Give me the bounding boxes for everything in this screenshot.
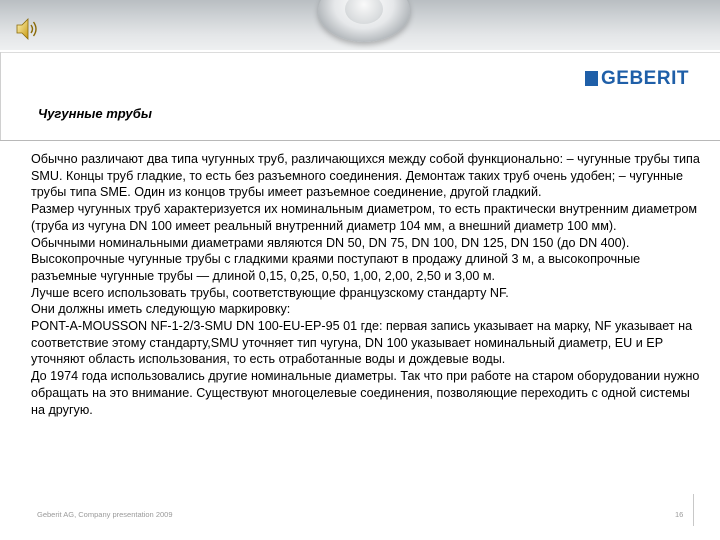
geberit-logo — [585, 69, 689, 88]
slide-title: Чугунные трубы — [38, 106, 152, 121]
frame-top-line — [0, 52, 720, 53]
logo-square-icon — [585, 71, 598, 86]
header-banner — [0, 0, 720, 50]
body-paragraph: До 1974 года использовались другие номинальные диаметры. Так что при работе на старом оборудовании нужно обращать на это внимание. Существуют многоцелевые соединения, позволяющие переходить с одной системы на другую. — [31, 369, 700, 417]
body-paragraph: Обычными номинальными диаметрами являются DN 50, DN 75, DN 100, DN 125, DN 150 (до DN 400). — [31, 235, 630, 250]
title-divider — [0, 140, 720, 141]
frame-left-line — [0, 52, 1, 140]
speaker-icon[interactable] — [14, 16, 42, 42]
footer-company: Geberit AG, Company presentation 2009 — [37, 510, 173, 519]
footer-divider — [693, 494, 694, 526]
slide-body — [31, 151, 703, 418]
body-paragraph: PONT-A-MOUSSON NF-1-2/3-SMU DN 100-EU-EP-95 01 где: первая запись указывает на марку, NF указывает на соответствие этому стандарту,SMU уточняет тип чугуна, DN 100 указывает номинальный диаметр, EU и EP уточняют область использования, то есть отработанные воды и дождевые воды. — [31, 319, 693, 367]
body-paragraph: Высокопрочные чугунные трубы с гладкими краями поступают в продажу длиной 3 м, а высокопрочные разъемные чугунные трубы — длиной 0,15, 0,25, 0,50, 1,00, 2,00, 2,50 и 3,00 м. — [31, 252, 641, 283]
body-paragraph: Лучше всего использовать трубы, соответствующие французскому стандарту NF. — [31, 285, 509, 300]
body-paragraph: Обычно различают два типа чугунных труб, различающихся между собой функционально: – чугунные трубы типа SMU. Концы труб гладкие, то есть без разъемного соединения. Демонтаж таких труб очень удобен; – чугунные трубы типа SME. Один из концов трубы имеет разъемное соединение, другой гладкий. — [31, 152, 700, 200]
logo-text: GEBERIT — [601, 68, 689, 89]
page-number: 16 — [675, 510, 684, 519]
body-paragraph: Размер чугунных труб характеризуется их номинальным диаметром, то есть практически внутренним диаметром (труба из чугуна DN 100 имеет реальный внутренний диаметр 104 мм, а внешний диаметр 100 мм). — [31, 202, 698, 233]
body-paragraph: Они должны иметь следующую маркировку: — [31, 302, 291, 317]
